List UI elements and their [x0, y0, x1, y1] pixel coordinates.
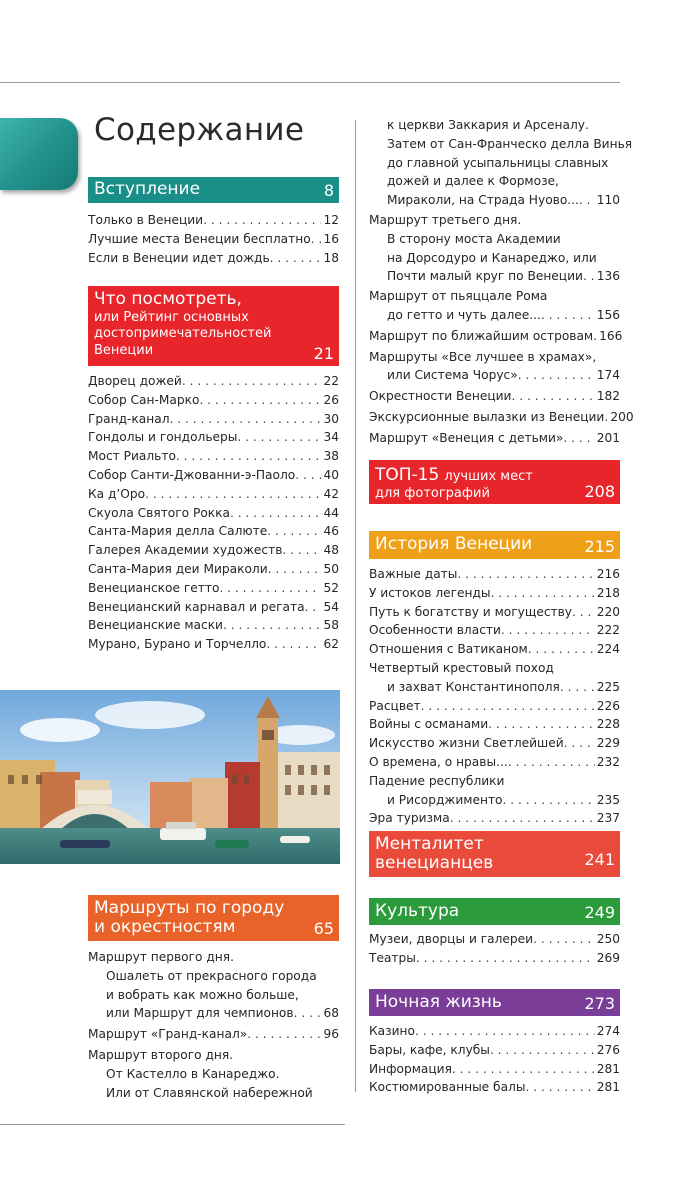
section-page: 65 — [313, 919, 334, 938]
toc-entry[interactable]: Казино . . . 274 — [369, 1022, 620, 1041]
toc-entry[interactable]: Эра туризма . . . 237 — [369, 809, 620, 828]
section-page: 273 — [584, 994, 615, 1013]
history-list — [369, 565, 620, 828]
section-top15-bar[interactable] — [369, 460, 620, 504]
toc-entry[interactable]: Расцвет . . . 226 — [369, 697, 620, 716]
section-routes-bar[interactable] — [88, 895, 339, 941]
toc-entry[interactable]: Отношения с Ватиканом . . . 224 — [369, 640, 620, 659]
toc-entry[interactable]: Информация . . . 281 — [369, 1060, 620, 1079]
section-title: и окрестностям — [94, 917, 236, 937]
toc-entry[interactable]: Костюмированные балы . . . 281 — [369, 1078, 620, 1097]
section-page: 208 — [584, 482, 615, 501]
toc-entry-multiline[interactable]: Маршрут первого дня. Ошалеть от прекрасного города и вобрать как можно больше, или Маршрут для чемпионов . . . 68 — [88, 948, 339, 1023]
section-subtitle: Венеции — [94, 343, 154, 358]
toc-entry[interactable]: Окрестности Венеции . . . 182 — [369, 387, 620, 406]
toc-entry-multiline[interactable]: Маршрут третьего дня. В сторону моста Академии на Дорсодуро и Канареджо, или Почти малый круг по Венеции . . . 136 — [369, 211, 620, 286]
toc-entry[interactable]: Маршрут «Гранд-канал» . . . 96 — [88, 1025, 339, 1044]
section-nightlife-bar[interactable] — [369, 989, 620, 1016]
toc-entry[interactable]: Важные даты . . . 216 — [369, 565, 620, 584]
right-column — [369, 0, 634, 1182]
toc-entry[interactable]: Венецианское гетто . . . 52 — [88, 579, 339, 598]
routes-continued-list — [369, 116, 634, 448]
toc-entry-multiline[interactable]: Маршрут от пьяццале Рома до гетто и чуть далее... . . . 156 — [369, 287, 620, 325]
page-title: Содержание — [94, 112, 305, 148]
section-subtitle: для фотографий — [375, 486, 490, 501]
culture-list — [369, 930, 620, 968]
toc-entry[interactable]: Собор Санти-Джованни-э-Паоло . . . 40 — [88, 466, 339, 485]
section-mentality-bar[interactable] — [369, 831, 620, 877]
section-subtitle: достопримечательностей — [94, 326, 272, 341]
routes-list — [88, 948, 339, 1102]
section-title: Что посмотреть, — [94, 289, 242, 309]
toc-entry[interactable]: О времена, о нравы... . . . 232 — [369, 753, 620, 772]
toc-entry[interactable]: Скуола Святого Рокка . . . 44 — [88, 504, 339, 523]
toc-entry[interactable]: Гранд-канал . . . 30 — [88, 410, 339, 429]
toc-entry[interactable]: Венецианский карнавал и регата . . . 54 — [88, 598, 339, 617]
toc-entry[interactable]: Дворец дожей . . . 22 — [88, 372, 339, 391]
section-title: Культура — [375, 901, 460, 921]
toc-entry[interactable]: Музеи, дворцы и галереи . . . 250 — [369, 930, 620, 949]
toc-entry-multiline[interactable]: Четвертый крестовый поход и захват Константинополя . . . 225 — [369, 659, 620, 697]
section-page: 215 — [584, 537, 615, 556]
toc-entry[interactable]: Санта-Мария делла Салюте . . . 46 — [88, 522, 339, 541]
toc-entry[interactable]: Только в Венеции . . . 12 — [88, 211, 339, 230]
toc-entry[interactable]: Собор Сан-Марко . . . 26 — [88, 391, 339, 410]
toc-entry[interactable]: Экскурсионные вылазки из Венеции . . . 200 — [369, 408, 620, 427]
toc-entry[interactable]: Бары, кафе, клубы . . . 276 — [369, 1041, 620, 1060]
section-culture-bar[interactable] — [369, 898, 620, 925]
toc-entry[interactable]: Мурано, Бурано и Торчелло . . . 62 — [88, 635, 339, 654]
section-page: 21 — [313, 344, 334, 363]
nightlife-list — [369, 1022, 620, 1097]
section-subtitle: или Рейтинг основных — [94, 310, 249, 325]
toc-entry-multiline[interactable]: Маршруты «Все лучшее в храмах», или Система Чорус» . . . 174 — [369, 348, 620, 386]
toc-entry[interactable]: Маршрут по ближайшим островам . . . 166 — [369, 327, 620, 346]
section-title: Менталитет — [375, 834, 484, 854]
toc-entry[interactable]: Войны с османами . . . 228 — [369, 715, 620, 734]
section-page: 8 — [323, 181, 334, 200]
section-title: венецианцев — [375, 853, 494, 873]
toc-entry[interactable]: Если в Венеции идет дождь . . . 18 — [88, 249, 339, 268]
left-column-lower — [88, 0, 339, 1182]
toc-entry[interactable]: Мост Риальто . . . 38 — [88, 447, 339, 466]
section-title: Вступление — [94, 179, 201, 199]
toc-entry-multiline[interactable]: Маршрут второго дня. От Кастелло в Канареджо. Или от Славянской набережной — [88, 1047, 313, 1100]
section-title: ТОП-15 — [375, 465, 440, 485]
toc-entry-multiline[interactable]: Падение республики и Рисорджименто . . . 235 — [369, 772, 620, 810]
section-history-bar[interactable] — [369, 531, 620, 559]
toc-entry[interactable]: Маршрут «Венеция с детьми» . . . 201 — [369, 429, 620, 448]
section-title: История Венеции — [375, 534, 533, 554]
toc-entry[interactable]: Театры . . . 269 — [369, 949, 620, 968]
section-page: 241 — [584, 850, 615, 869]
column-divider — [355, 120, 356, 1092]
toc-entry[interactable]: Санта-Мария деи Мираколи . . . 50 — [88, 560, 339, 579]
toc-entry[interactable]: Венецианские маски . . . 58 — [88, 616, 339, 635]
toc-entry[interactable]: Особенности власти . . . 222 — [369, 621, 620, 640]
toc-entry[interactable]: Искусство жизни Светлейшей . . . 229 — [369, 734, 620, 753]
toc-entry[interactable]: Гондолы и гондольеры . . . 34 — [88, 428, 339, 447]
toc-entry[interactable]: Путь к богатству и могуществу . . . 220 — [369, 603, 620, 622]
toc-entry[interactable]: У истоков легенды . . . 218 — [369, 584, 620, 603]
section-page: 249 — [584, 903, 615, 922]
section-title: Маршруты по городу — [94, 898, 285, 918]
toc-entry[interactable]: Ка д’Оро . . . 42 — [88, 485, 339, 504]
section-title: Ночная жизнь — [375, 992, 502, 1012]
toc-entry-multiline[interactable]: к церкви Заккария и Арсеналу. Затем от Сан-Франческо делла Винья до главной усыпальницы славных дожей и далее к Формозе, Мираколи, на Страда Нуово... . . . 110 — [369, 116, 620, 210]
section-subtitle: лучших мест — [444, 469, 533, 484]
section-tab-icon — [0, 118, 78, 190]
toc-entry[interactable]: Галерея Академии художеств . . . 48 — [88, 541, 339, 560]
toc-entry[interactable]: Лучшие места Венеции бесплатно . . . 16 — [88, 230, 339, 249]
